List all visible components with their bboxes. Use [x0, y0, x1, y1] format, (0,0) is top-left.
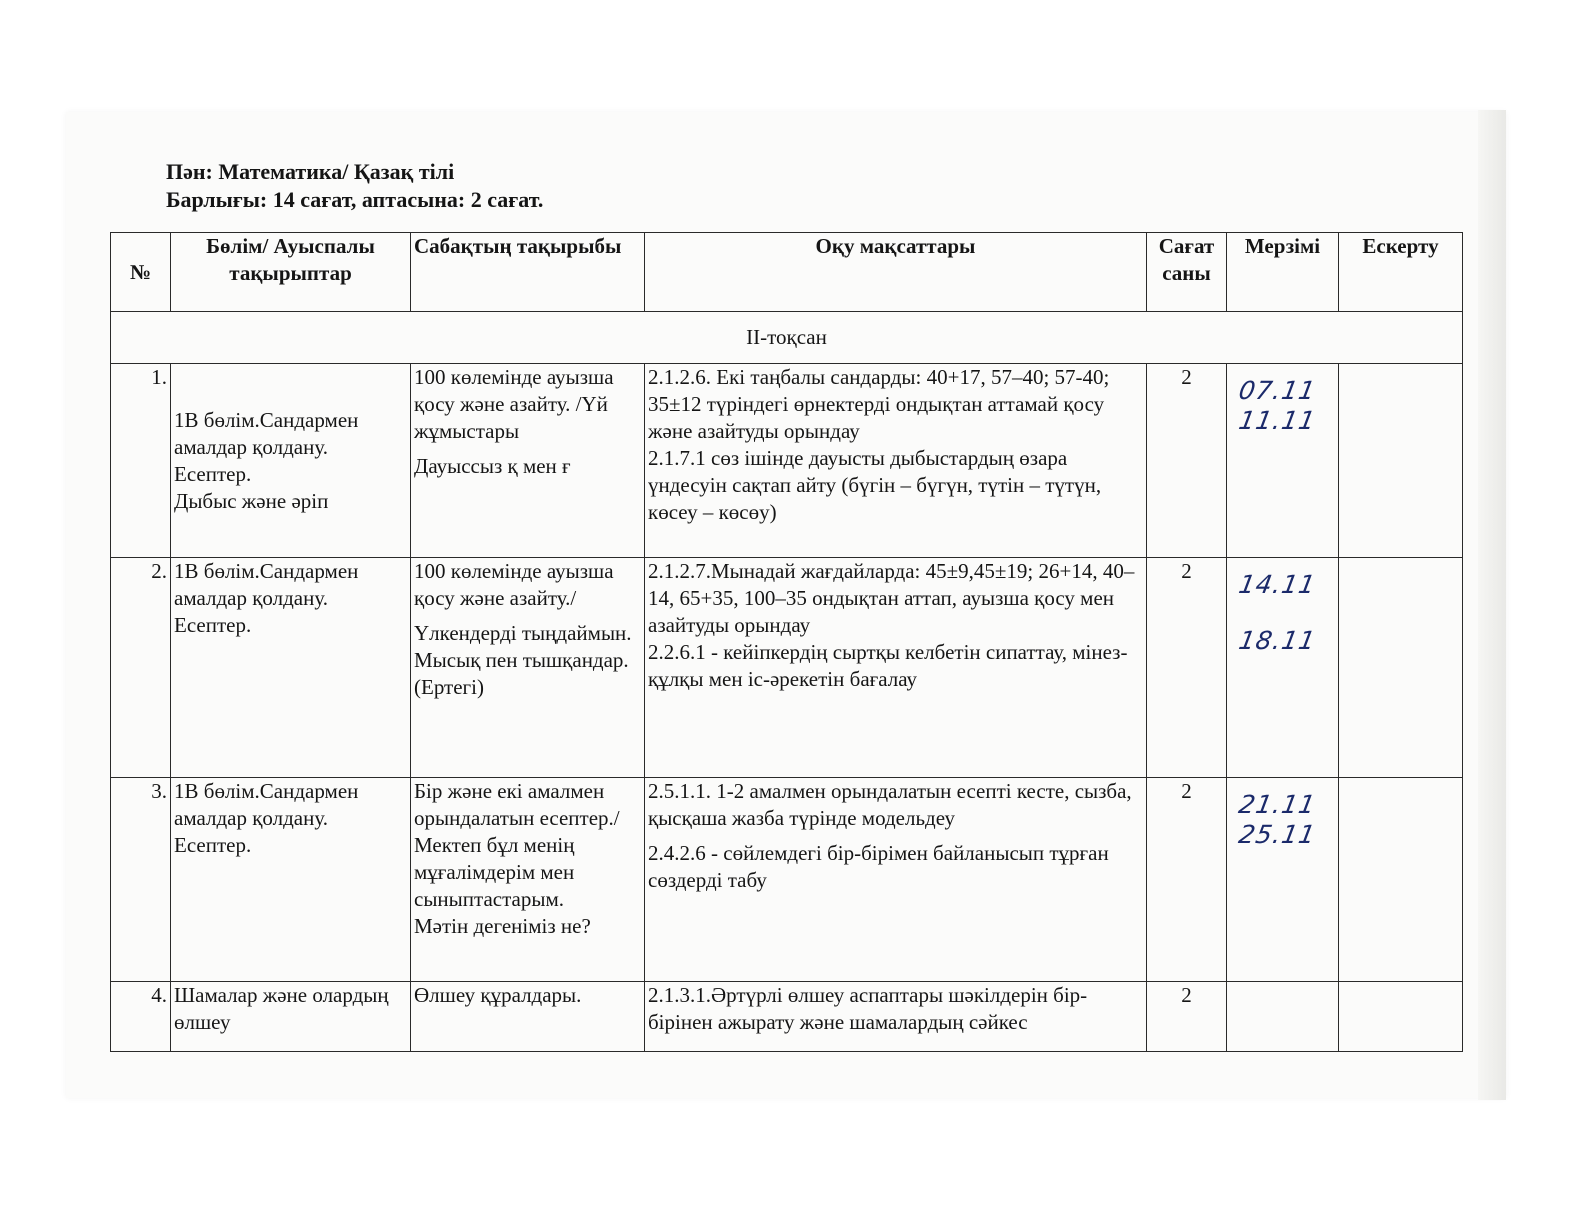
hours-cell: 2: [1147, 558, 1227, 778]
objective-text: 2.4.2.6 - сөйлемдегі бір-бірімен байланысып тұрған сөздерді табу: [648, 841, 1109, 892]
topic-text: Бір және екі амалмен орындалатын есептер./ Мектеп бұл менің мұғалімдерім мен сыныптастарым.: [414, 779, 620, 911]
section-text: 1В бөлім.Сандармен амалдар қолдану.: [174, 407, 359, 459]
quarter-row: [111, 312, 1463, 364]
topic-text: 100 көлемінде ауызша қосу және азайту. /Үй жұмыстары: [414, 365, 614, 443]
section-text: Шамалар және олардың өлшеу: [174, 983, 389, 1034]
paper-sheet-edge: [1478, 110, 1506, 1100]
note-cell: [1339, 364, 1463, 558]
handwritten-date: 25.11: [1236, 820, 1319, 849]
objective-text: 2.1.7.1 сөз ішінде дауысты дыбыстардың өзара үндесуін сақтап айту (бүгін – бүгүн, түтін – түтүн, көсеу – көсөу): [648, 446, 1102, 524]
handwritten-date: 07.11: [1236, 376, 1319, 405]
table-row: [111, 558, 1463, 778]
section-text: Дыбыс және әріп: [174, 488, 329, 513]
section-text: Есептер.: [174, 613, 252, 637]
topic-text: 100 көлемінде ауызша қосу және азайту./: [414, 559, 614, 610]
objective-text: 2.5.1.1. 1-2 амалмен орындалатын есепті кесте, сызба, қысқаша жазба түрінде модельдеу: [648, 779, 1132, 830]
section-text: 1В бөлім.Сандармен амалдар қолдану.: [174, 559, 359, 610]
col-header-note: Ескерту: [1339, 233, 1463, 312]
section-cell: [171, 778, 411, 982]
section-cell: [171, 364, 411, 558]
table-row: [111, 364, 1463, 558]
topic-cell: [411, 364, 645, 558]
topic-text: Дауыссыз қ мен ғ: [414, 454, 571, 478]
row-number: 2.: [111, 558, 171, 778]
objective-text: 2.1.2.6. Екі таңбалы сандарды: 40+17, 57–40; 57-40; 35±12 түріндегі өрнектерді ондықтан аттамай қосу және азайтуды орындау: [648, 365, 1110, 443]
hours-cell: 2: [1147, 982, 1227, 1052]
objective-text: 2.2.6.1 - кейіпкердің сыртқы келбетін сипаттау, мінез-құлқы мен іс-әрекетін бағалау: [648, 640, 1128, 691]
section-text: Есептер.: [174, 833, 252, 857]
objectives-cell: [645, 982, 1147, 1052]
deadline-cell: [1227, 558, 1339, 778]
col-header-section: Бөлім/ Ауыспалы тақырыптар: [171, 233, 411, 312]
table-header-row: [111, 233, 1463, 312]
handwritten-date: 21.11: [1236, 790, 1319, 819]
objectives-cell: [645, 778, 1147, 982]
section-cell: [171, 558, 411, 778]
hours-cell: 2: [1147, 364, 1227, 558]
col-header-objectives: Оқу мақсаттары: [645, 233, 1147, 312]
deadline-cell: [1227, 982, 1339, 1052]
table-row: [111, 778, 1463, 982]
topic-text: Мәтін дегеніміз не?: [414, 914, 591, 938]
deadline-cell: [1227, 778, 1339, 982]
topic-text: Өлшеу құралдары.: [414, 983, 582, 1007]
handwritten-date: 11.11: [1236, 406, 1319, 435]
document-header: [166, 158, 543, 214]
note-cell: [1339, 558, 1463, 778]
topic-cell: [411, 778, 645, 982]
subject-line: Пән: Математика/ Қазақ тілі: [166, 159, 455, 184]
section-text: 1В бөлім.Сандармен амалдар қолдану.: [174, 779, 359, 830]
note-cell: [1339, 778, 1463, 982]
table-row: [111, 982, 1463, 1052]
topic-text: Үлкендерді тыңдаймын. Мысық пен тышқандар. (Ертегі): [414, 621, 632, 699]
topic-cell: [411, 558, 645, 778]
objectives-cell: [645, 364, 1147, 558]
topic-cell: [411, 982, 645, 1052]
row-number: 1.: [111, 364, 171, 558]
row-number: 3.: [111, 778, 171, 982]
hours-total-line: Барлығы: 14 сағат, аптасына: 2 сағат.: [166, 187, 544, 212]
hours-cell: 2: [1147, 778, 1227, 982]
col-header-topic: Сабақтың тақырыбы: [411, 233, 645, 312]
deadline-cell: [1227, 364, 1339, 558]
col-header-num: №: [111, 233, 171, 312]
section-cell: [171, 982, 411, 1052]
col-header-hours: Сағат саны: [1147, 233, 1227, 312]
objectives-cell: [645, 558, 1147, 778]
col-header-deadline: Мерзімі: [1227, 233, 1339, 312]
handwritten-date: 14.11: [1236, 570, 1319, 599]
note-cell: [1339, 982, 1463, 1052]
objective-text: 2.1.2.7.Мынадай жағдайларда: 45±9,45±19; 26+14, 40–14, 65+35, 100–35 ондықтан аттап, ауызша қосу мен азайтуды орындау: [648, 559, 1135, 637]
quarter-label: II-тоқсан: [111, 312, 1463, 364]
handwritten-date: 18.11: [1236, 626, 1319, 655]
lesson-plan-table: [110, 232, 1463, 1052]
row-number: 4.: [111, 982, 171, 1052]
objective-text: 2.1.3.1.Әртүрлі өлшеу аспаптары шәкілдерін бір-бірінен ажырату және шамалардың сәйкес: [648, 983, 1088, 1034]
section-text: Есептер.: [174, 461, 252, 486]
